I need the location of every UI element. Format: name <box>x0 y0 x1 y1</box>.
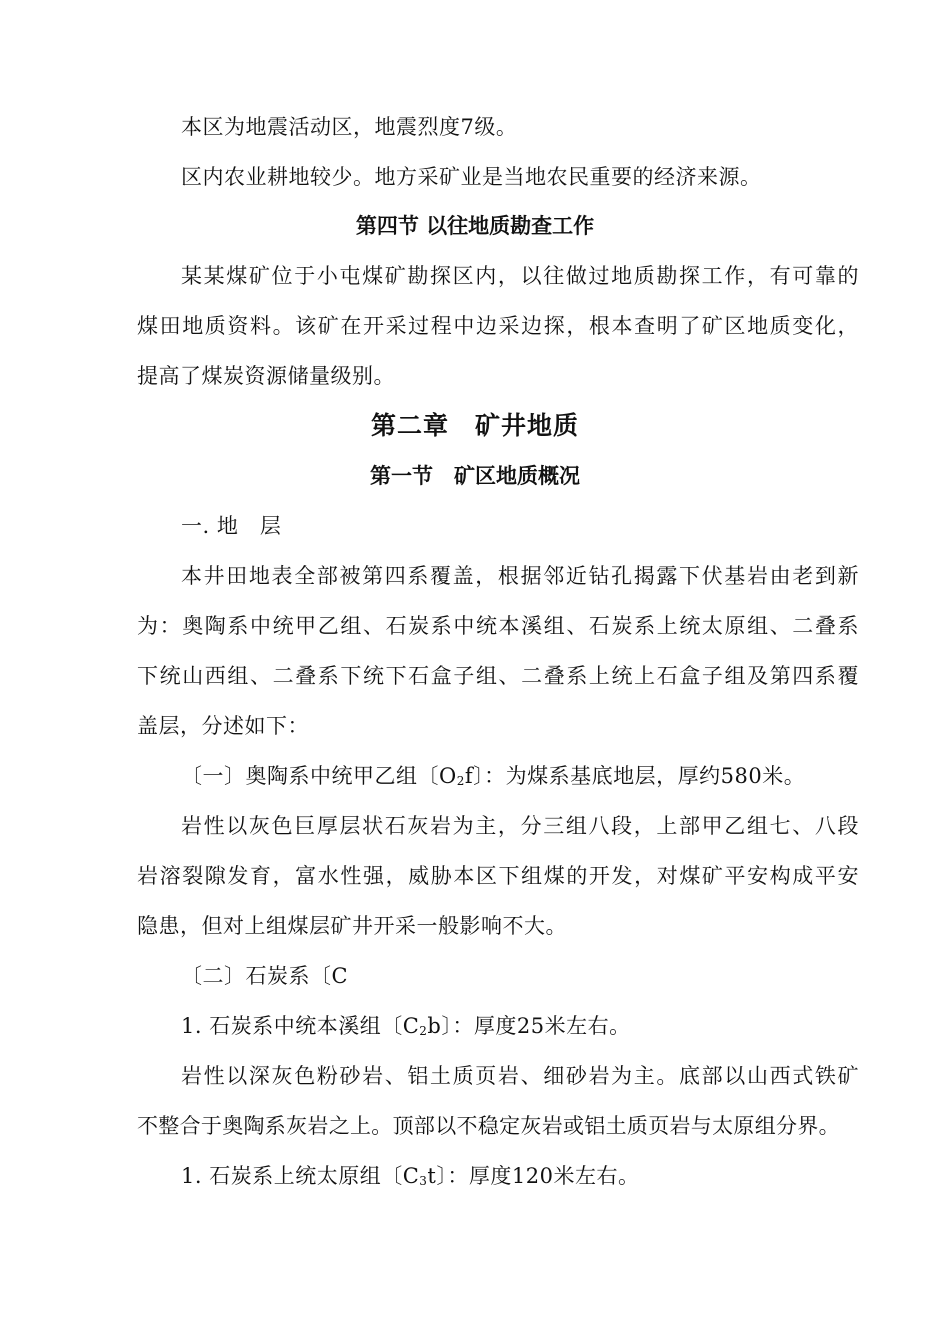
paragraph-strata-line-4: 盖层，分述如下： <box>137 714 309 738</box>
paragraph-strata-line-1: 本井田地表全部被第四系覆盖，根据邻近钻孔揭露下伏基岩由老到新 <box>181 564 859 588</box>
benxi-text-pre: 1. 石炭系中统本溪组〔C <box>181 1014 420 1038</box>
taiyuan-text-post: t〕：厚度120米左右。 <box>427 1164 640 1188</box>
taiyuan-subscript: 3 <box>419 1174 428 1188</box>
chapter-title-mine-geology: 第二章 矿井地质 <box>370 411 579 440</box>
section-title-previous-survey: 第四节 以往地质勘查工作 <box>355 213 595 238</box>
paragraph-lithology-line-1: 岩性以灰色巨厚层状石灰岩为主，分三组八段，上部甲乙组七、八段 <box>181 814 859 838</box>
benxi-subscript: 2 <box>419 1024 428 1038</box>
paragraph-earthquake: 本区为地震活动区，地震烈度7级。 <box>181 115 518 139</box>
taiyuan-text-pre: 1. 石炭系上统太原组〔C <box>181 1164 420 1188</box>
section-title-mining-area-overview: 第一节 矿区地质概况 <box>370 463 580 488</box>
paragraph-lithology-line-3: 隐患，但对上组煤层矿井开采一般影响不大。 <box>137 914 567 938</box>
paragraph-ordovician <box>181 761 805 791</box>
paragraph-strata-line-3: 下统山西组、二叠系下统下石盒子组、二叠系上统上石盒子组及第四系覆 <box>137 664 859 688</box>
ordovician-text-post: f〕：为煤系基底地层，厚约580米。 <box>464 764 806 788</box>
paragraph-survey-line-2: 煤田地质资料。该矿在开采过程中边采边探，根本查明了矿区地质变化， <box>137 314 859 338</box>
paragraph-lithology-line-2: 岩溶裂隙发育，富水性强，威胁本区下组煤的开发，对煤矿平安构成平安 <box>137 864 859 888</box>
paragraph-benxi-lithology-line-1: 岩性以深灰色粉砂岩、铝土质页岩、细砂岩为主。底部以山西式铁矿 <box>181 1064 859 1088</box>
paragraph-survey-line-3: 提高了煤炭资源储量级别。 <box>137 364 395 388</box>
benxi-text-post: b〕：厚度25米左右。 <box>427 1014 631 1038</box>
paragraph-survey-line-1: 某某煤矿位于小屯煤矿勘探区内，以往做过地质勘探工作，有可靠的 <box>181 264 859 288</box>
paragraph-benxi-formation <box>181 1011 631 1041</box>
ordovician-subscript: 2 <box>456 774 465 788</box>
paragraph-strata-line-2: 为：奥陶系中统甲乙组、石炭系中统本溪组、石炭系上统太原组、二叠系 <box>137 614 859 638</box>
paragraph-benxi-lithology-line-2: 不整合于奥陶系灰岩之上。顶部以不稳定灰岩或铝土质页岩与太原组分界。 <box>137 1114 840 1138</box>
ordovician-text-pre: 〔一〕奥陶系中统甲乙组〔O <box>181 764 457 788</box>
paragraph-taiyuan-formation <box>181 1161 639 1191</box>
paragraph-agriculture: 区内农业耕地较少。地方采矿业是当地农民重要的经济来源。 <box>181 165 762 189</box>
item-title-strata: 一. 地 层 <box>181 514 282 538</box>
paragraph-carboniferous: 〔二〕石炭系〔C <box>181 964 349 988</box>
